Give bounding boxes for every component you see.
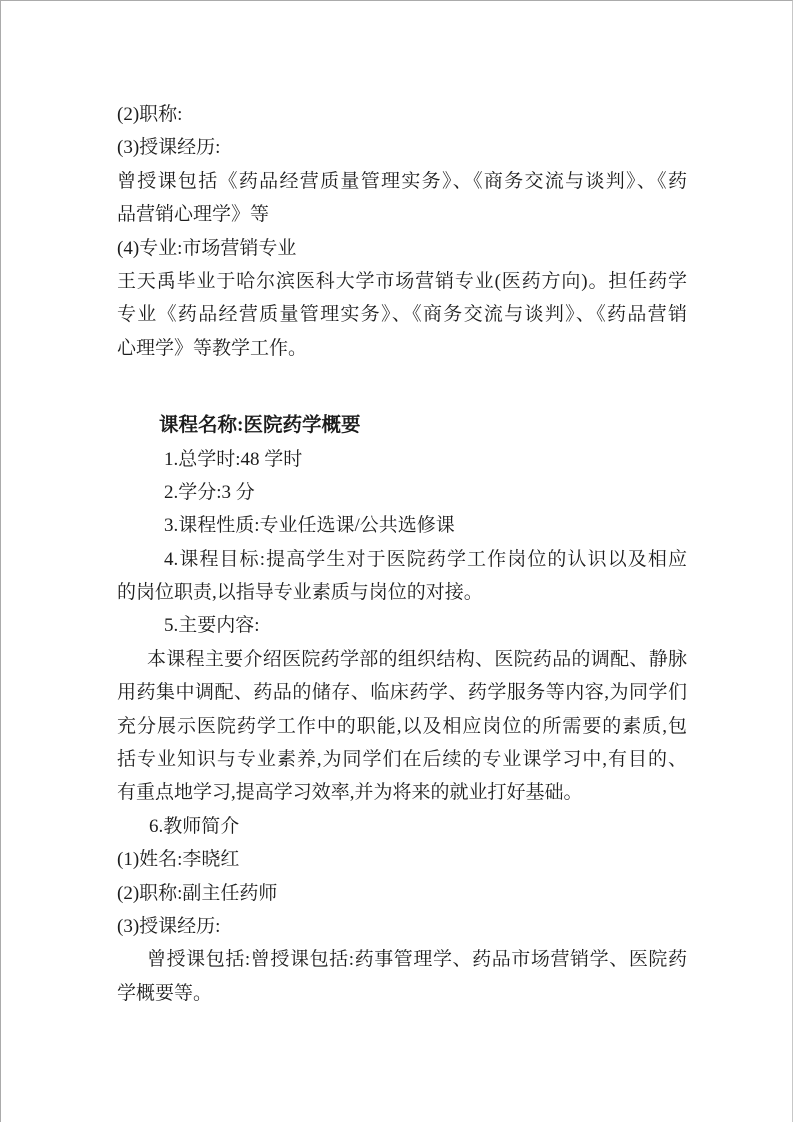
- text-line: 4.课程目标:提高学生对于医院药学工作岗位的认识以及相应: [164, 548, 687, 570]
- text-line: (3)授课经历:: [117, 915, 221, 937]
- text-line: (2)职称:副主任药师: [117, 882, 278, 904]
- text-line: (4)专业:市场营销专业: [117, 237, 297, 259]
- text-line: 2.学分:3 分: [164, 481, 255, 503]
- text-line: 有重点地学习,提高学习效率,并为将来的就业打好基础。: [117, 782, 583, 804]
- text-line: 的岗位职责,以指导专业素质与岗位的对接。: [117, 582, 483, 604]
- text-line: 用药集中调配、药品的储存、临床药学、药学服务等内容,为同学们: [117, 682, 687, 704]
- text-line: 曾授课包括:曾授课包括:药事管理学、药品市场营销学、医院药: [147, 949, 687, 971]
- text-line: 专业《药品经营质量管理实务》、《商务交流与谈判》、《药品营销: [117, 304, 687, 326]
- course-hospital-pharmacy-overview: [117, 409, 687, 1010]
- text-line: (3)授课经历:: [117, 137, 221, 159]
- text-line: 本课程主要介绍医院药学部的组织结构、医院药品的调配、静脉: [147, 648, 687, 670]
- text-line: 1.总学时:48 学时: [164, 448, 303, 470]
- text-line: 3.课程性质:专业任选课/公共选修课: [164, 515, 455, 537]
- document-content: [117, 98, 687, 1010]
- text-line: 5.主要内容:: [164, 615, 260, 637]
- text-line: 6.教师简介: [149, 815, 240, 837]
- course-title: 课程名称:医院药学概要: [159, 415, 361, 437]
- text-line: 充分展示医院药学工作中的职能,以及相应岗位的所需要的素质,包: [117, 715, 687, 737]
- text-line: 括专业知识与专业素养,为同学们在后续的专业课学习中,有目的、: [117, 749, 687, 771]
- text-line: (2)职称:: [117, 104, 183, 125]
- text-line: 曾授课包括《药品经营质量管理实务》、《商务交流与谈判》、《药: [117, 170, 687, 192]
- text-line: 心理学》等教学工作。: [117, 337, 308, 359]
- text-line: 王天禹毕业于哈尔滨医科大学市场营销专业(医药方向)。担任药学: [117, 270, 687, 292]
- teacher-profile-wang-tianyu: [117, 98, 687, 365]
- text-line: (1)姓名:李晓红: [117, 849, 240, 871]
- text-line: 品营销心理学》等: [117, 204, 270, 226]
- text-line: 学概要等。: [117, 982, 213, 1004]
